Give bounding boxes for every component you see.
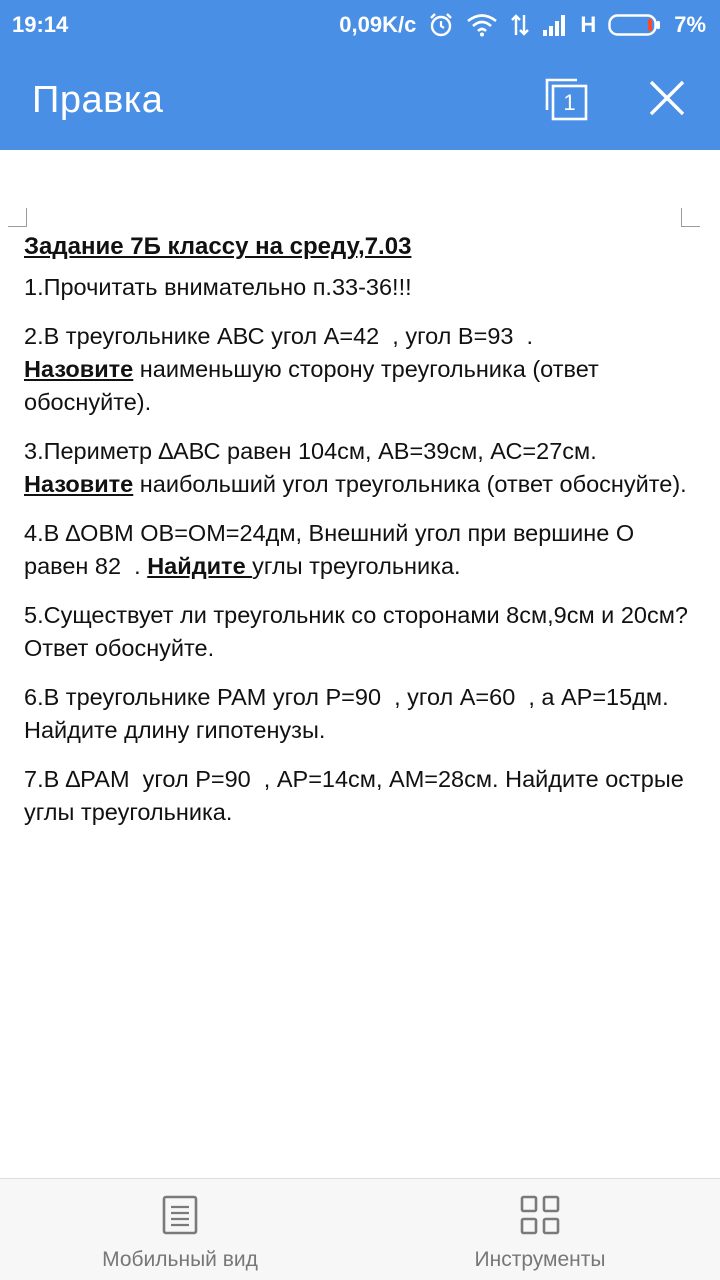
- battery-percent: 7%: [674, 12, 706, 37]
- network-type: H: [580, 12, 597, 37]
- signal-icon: [542, 14, 568, 36]
- task-3-line1: 3.Периметр ∆АВС равен 104см, АВ=39см, АС=27см.: [24, 438, 597, 464]
- task-5: [24, 599, 694, 665]
- task-4-start: 4.В ∆ОВМ ОВ=ОМ=24дм, Внешний угол при вершине О равен 82 .: [24, 520, 641, 579]
- tools-label: Инструменты: [474, 1248, 606, 1271]
- task-7-text: 7.В ∆РАМ угол Р=90 , АР=14см, АМ=28см. Найдите острые углы треугольника.: [24, 766, 691, 825]
- battery-icon: [608, 13, 662, 37]
- task-6: [24, 681, 694, 747]
- wifi-icon: [466, 13, 498, 37]
- task-2: [24, 320, 694, 419]
- task-3-rest: наибольший угол треугольника (ответ обоснуйте).: [133, 471, 687, 497]
- task-3-emphasis: Назовите: [24, 471, 134, 497]
- task-3: [24, 435, 694, 501]
- task-4-rest: углы треугольника.: [252, 553, 461, 579]
- document-title: Задание 7Б классу на среду,7.03: [24, 233, 412, 260]
- mobile-view-label: Мобильный вид: [102, 1248, 258, 1271]
- alarm-icon: [428, 12, 454, 38]
- mobile-view-button[interactable]: [0, 1179, 360, 1280]
- task-6-text: 6.В треугольнике РАМ угол Р=90 , угол А=60 , а АР=15дм. Найдите длину гипотенузы.: [24, 684, 676, 743]
- document-body: [24, 230, 694, 845]
- app-bar: [0, 50, 720, 150]
- tab-count: 1: [563, 89, 576, 115]
- bottom-toolbar: [0, 1178, 720, 1280]
- tools-grid-icon: [520, 1195, 560, 1240]
- task-2-emphasis: Назовите: [24, 356, 134, 382]
- task-2-line1: 2.В треугольнике АВС угол А=42 , угол В=93 .: [24, 323, 534, 349]
- status-indicators: [339, 12, 706, 38]
- app-bar-actions: [532, 65, 720, 135]
- task-2-rest: наименьшую сторону треугольника (ответ обоснуйте).: [24, 356, 599, 415]
- tabs-icon: [545, 78, 589, 122]
- page-corner-mark-right: [681, 208, 700, 227]
- page-corner-mark-left: [8, 208, 27, 227]
- task-4: [24, 517, 694, 583]
- tabs-button[interactable]: [532, 65, 602, 135]
- tools-button[interactable]: [360, 1179, 720, 1280]
- document-view[interactable]: [0, 150, 720, 1178]
- page-title: Правка: [32, 78, 164, 121]
- status-bar: [0, 0, 720, 50]
- task-1: [24, 271, 694, 304]
- mobile-view-icon: [162, 1195, 198, 1240]
- task-1-text: 1.Прочитать внимательно п.33-36!!!: [24, 274, 412, 300]
- close-button[interactable]: [632, 65, 702, 135]
- task-7: [24, 763, 694, 829]
- close-icon: [649, 80, 685, 121]
- status-time: 19:14: [12, 12, 69, 37]
- task-5-text: 5.Существует ли треугольник со сторонами 8см,9см и 20см? Ответ обоснуйте.: [24, 602, 688, 661]
- data-arrows-icon: [510, 13, 530, 37]
- network-speed: 0,09K/с: [339, 12, 417, 37]
- task-4-emphasis: Найдите: [147, 553, 253, 579]
